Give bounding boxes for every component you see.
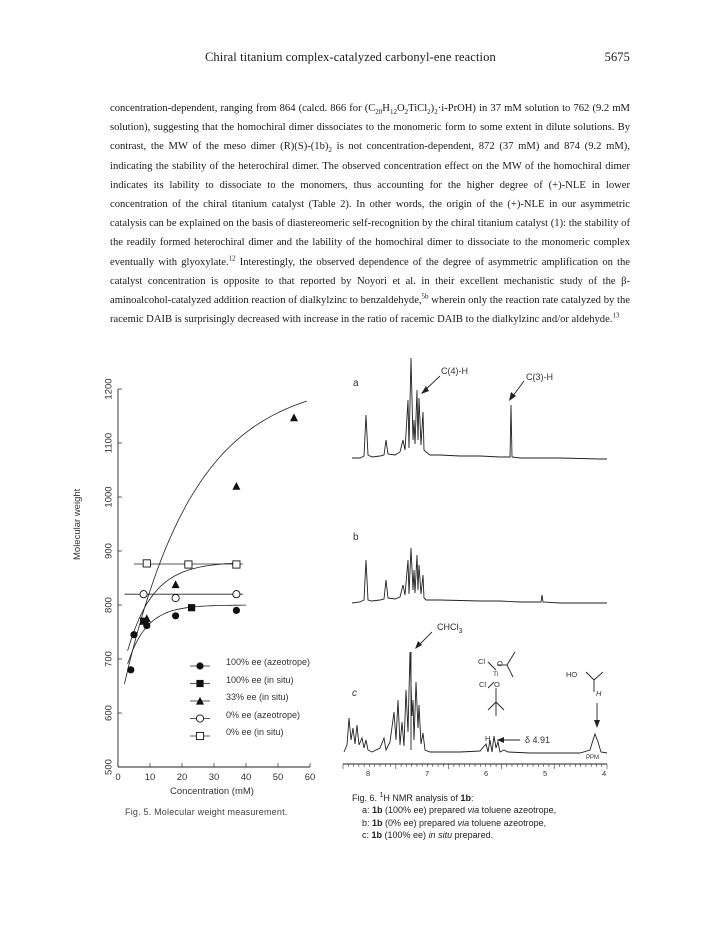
legend-entry: 100% ee (azeotrope) bbox=[226, 657, 311, 667]
y-tick-label: 1200 bbox=[103, 378, 115, 400]
body-paragraph: concentration-dependent, ranging from 864 (calcd. 866 for $(C_{20}H_{12}O_2TiCl_2)_2\cdot i-PrOH$) in 37 mM solution to 762 (9.2 mM solution), suggesting that the homochiral dimer dissociates to the monomeric form to some extent in dilute solutions. By contrast, the MW of the meso dimer $(R)(S)-(1b)_2$ is not concentration-dependent, 872 (37 mM) and 874 (9.2 mM), indicating the stability of the heterochiral dimer. The observed concentration effect on the MW of the homochiral dimer indicates its lability to dissociate to the monomers, thus accounting for the higher degree of (+)-NLE in lower concentration of the chiral titanium catalyst (Table 2). In other words, the origin of the (+)-NLE in our asymmetric catalysis can be explained on the basis of diastereomeric self-recognition by the chiral titanium catalyst (1): the stability of the readily formed heterochiral dimer and the lability of the homochiral dimer to dissociate to the monomeric complex eventually with glyoxylate.$^{12}$ Interestingly, the observed dependence of the degree of asymmetric amplification on the catalyst concentration is opposite to that reported by Noyori et al. in their excellent mechanistic study of the β-aminoalcohol-catalyzed addition reaction of dialkylzinc to benzaldehyde,$^{5b}$ wherein only the reaction rate catalyzed by the racemic DAIB is surprisingly decreased with increase in the ratio of racemic DAIB to the dialkylzinc and/or aldehyde.$^{13}$ bbox=[110, 103, 630, 326]
page-number: 5675 bbox=[604, 50, 630, 64]
chcl3-arrowhead bbox=[415, 641, 422, 649]
legend-entry: 33% ee (in situ) bbox=[226, 692, 289, 702]
ppm-label: PPM bbox=[586, 755, 600, 761]
peak-label-c3: C(3)-H bbox=[526, 372, 553, 382]
struct-o-top: O bbox=[497, 659, 503, 668]
nmr-tick-label: 6 bbox=[484, 769, 489, 778]
struct-h-bottom: H bbox=[485, 734, 491, 743]
delta-arrowhead bbox=[594, 720, 600, 728]
spectrum-label-b: b bbox=[353, 532, 359, 543]
nmr-tick-label: 8 bbox=[366, 769, 371, 778]
delta-label: δ 4.91 bbox=[525, 735, 551, 745]
chcl3-label: CHCl$_3$ bbox=[437, 622, 463, 635]
legend-entry: 0% ee (in situ) bbox=[226, 727, 284, 737]
legend-entry: 100% ee (in situ) bbox=[226, 674, 294, 685]
y-tick-label: 600 bbox=[103, 705, 115, 721]
y-tick-label: 800 bbox=[103, 597, 115, 613]
nmr-axis-ticks bbox=[343, 764, 607, 769]
struct-ti: Ti bbox=[493, 671, 499, 678]
y-tick-label: 700 bbox=[103, 651, 115, 667]
nmr-tick-label: 5 bbox=[543, 769, 548, 778]
spectrum-a-trace bbox=[352, 358, 607, 459]
x-tick-label: 10 bbox=[144, 772, 156, 783]
legend-entry: 0% ee (azeotrope) bbox=[226, 709, 301, 720]
y-tick-label: 1100 bbox=[103, 432, 115, 454]
x-tick-label: 30 bbox=[208, 772, 220, 783]
fig5-xlabel: Concentration (mM) bbox=[170, 786, 254, 797]
spectrum-label-c: c bbox=[352, 688, 357, 699]
y-tick-label: 1000 bbox=[103, 486, 115, 508]
y-tick-label: 900 bbox=[103, 543, 115, 559]
peak-label-c4: C(4)-H bbox=[441, 366, 468, 376]
titanium-structure-sketch bbox=[488, 652, 603, 716]
struct-o-bottom: O bbox=[494, 680, 500, 689]
fig6-caption: Fig. 6. $^1$H NMR analysis of 1b: a: 1b (100% ee) prepared via toluene azeotrope, b: 1b (0% ee) prepared via toluene azeotrope, c: 1b (100% ee) in situ prepared. bbox=[352, 792, 557, 840]
fig5-caption: Fig. 5. Molecular weight measurement. bbox=[125, 807, 288, 817]
running-title: Chiral titanium complex-catalyzed carbonyl-ene reaction bbox=[205, 50, 496, 64]
nmr-tick-label: 4 bbox=[602, 769, 607, 778]
spectrum-label-a: a bbox=[353, 378, 359, 389]
y-tick-label: 500 bbox=[103, 759, 115, 775]
x-tick-label: 40 bbox=[240, 772, 252, 783]
struct-cl-bottom: Cl bbox=[479, 680, 487, 689]
struct-h-right: H bbox=[596, 689, 602, 698]
fig5-ylabel: Molecular weight bbox=[72, 488, 83, 560]
x-tick-label: 0 bbox=[115, 772, 121, 783]
x-tick-label: 20 bbox=[176, 772, 188, 783]
x-tick-label: 60 bbox=[304, 772, 316, 783]
struct-ho: HO bbox=[566, 670, 578, 679]
nmr-tick-label: 7 bbox=[425, 769, 430, 778]
spectrum-c-trace bbox=[344, 652, 607, 753]
struct-cl-top: Cl bbox=[478, 657, 486, 666]
x-tick-label: 50 bbox=[272, 772, 284, 783]
spectrum-b-trace bbox=[352, 548, 607, 603]
